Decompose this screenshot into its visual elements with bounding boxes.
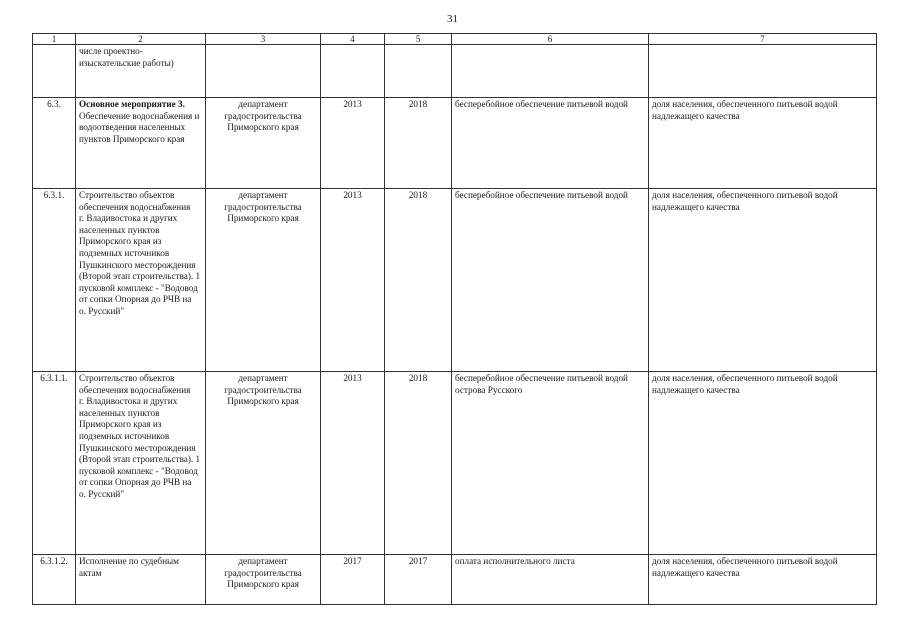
cell-name: Строительство объектов обеспечения водоснабжения г. Владивостока и других населенных пунктов Приморского края из подземных источников Пушкинского месторождения (Второй этап строительства). 1 пусковой комплекс - "Водовод от сопки Опорная до РЧВ на о. Русский" xyxy=(76,372,206,555)
cell-num xyxy=(33,45,76,98)
cell-end: 2018 xyxy=(385,372,452,555)
cell-result: бесперебойное обеспечение питьевой водой xyxy=(452,189,649,372)
cell-name-bold: Основное мероприятие 3. xyxy=(79,99,185,109)
table-row xyxy=(33,372,877,555)
cell-start: 2013 xyxy=(321,98,385,189)
cell-start: 2013 xyxy=(321,372,385,555)
cell-executor: департамент градостроительства Приморского края xyxy=(206,189,321,372)
cell-start: 2017 xyxy=(321,555,385,605)
cell-end: 2017 xyxy=(385,555,452,605)
column-number-7: 7 xyxy=(649,34,877,45)
cell-name: числе проектно- изыскательские работы) xyxy=(76,45,206,98)
cell-end xyxy=(385,45,452,98)
cell-result: бесперебойное обеспечение питьевой водой острова Русского xyxy=(452,372,649,555)
cell-executor: департамент градостроительства Приморского края xyxy=(206,555,321,605)
cell-start: 2013 xyxy=(321,189,385,372)
cell-result: оплата исполнительного листа xyxy=(452,555,649,605)
cell-executor xyxy=(206,45,321,98)
cell-num: 6.3.1.1. xyxy=(33,372,76,555)
cell-indicator: доля населения, обеспеченного питьевой водой надлежащего качества xyxy=(649,555,877,605)
cell-name-text: Обеспечение водоснабжения и водоотведения населенных пунктов Приморского края xyxy=(79,110,200,144)
table-row-continuation xyxy=(33,45,877,98)
program-table xyxy=(32,33,877,605)
column-number-4: 4 xyxy=(321,34,385,45)
column-number-5: 5 xyxy=(385,34,452,45)
cell-name: Исполнение по судебным актам xyxy=(76,555,206,605)
cell-end: 2018 xyxy=(385,189,452,372)
column-number-1: 1 xyxy=(33,34,76,45)
cell-executor: департамент градостроительства Приморского края xyxy=(206,98,321,189)
column-number-2: 2 xyxy=(76,34,206,45)
cell-start xyxy=(321,45,385,98)
cell-name xyxy=(76,98,206,189)
cell-indicator xyxy=(649,45,877,98)
page-number: 31 xyxy=(447,13,458,25)
table-row xyxy=(33,98,877,189)
cell-num: 6.3.1.2. xyxy=(33,555,76,605)
table-row xyxy=(33,189,877,372)
column-number-6: 6 xyxy=(452,34,649,45)
cell-num: 6.3.1. xyxy=(33,189,76,372)
table-row xyxy=(33,555,877,605)
cell-executor: департамент градостроительства Приморского края xyxy=(206,372,321,555)
cell-end: 2018 xyxy=(385,98,452,189)
cell-result: бесперебойное обеспечение питьевой водой xyxy=(452,98,649,189)
cell-indicator: доля населения, обеспеченного питьевой водой надлежащего качества xyxy=(649,98,877,189)
cell-name: Строительство объектов обеспечения водоснабжения г. Владивостока и других населенных пунктов Приморского края из подземных источников Пушкинского месторождения (Второй этап строительства). 1 пусковой комплекс - "Водовод от сопки Опорная до РЧВ на о. Русский" xyxy=(76,189,206,372)
cell-result xyxy=(452,45,649,98)
cell-indicator: доля населения, обеспеченного питьевой водой надлежащего качества xyxy=(649,189,877,372)
cell-indicator: доля населения, обеспеченного питьевой водой надлежащего качества xyxy=(649,372,877,555)
cell-num: 6.3. xyxy=(33,98,76,189)
column-number-row xyxy=(33,34,877,45)
column-number-3: 3 xyxy=(206,34,321,45)
